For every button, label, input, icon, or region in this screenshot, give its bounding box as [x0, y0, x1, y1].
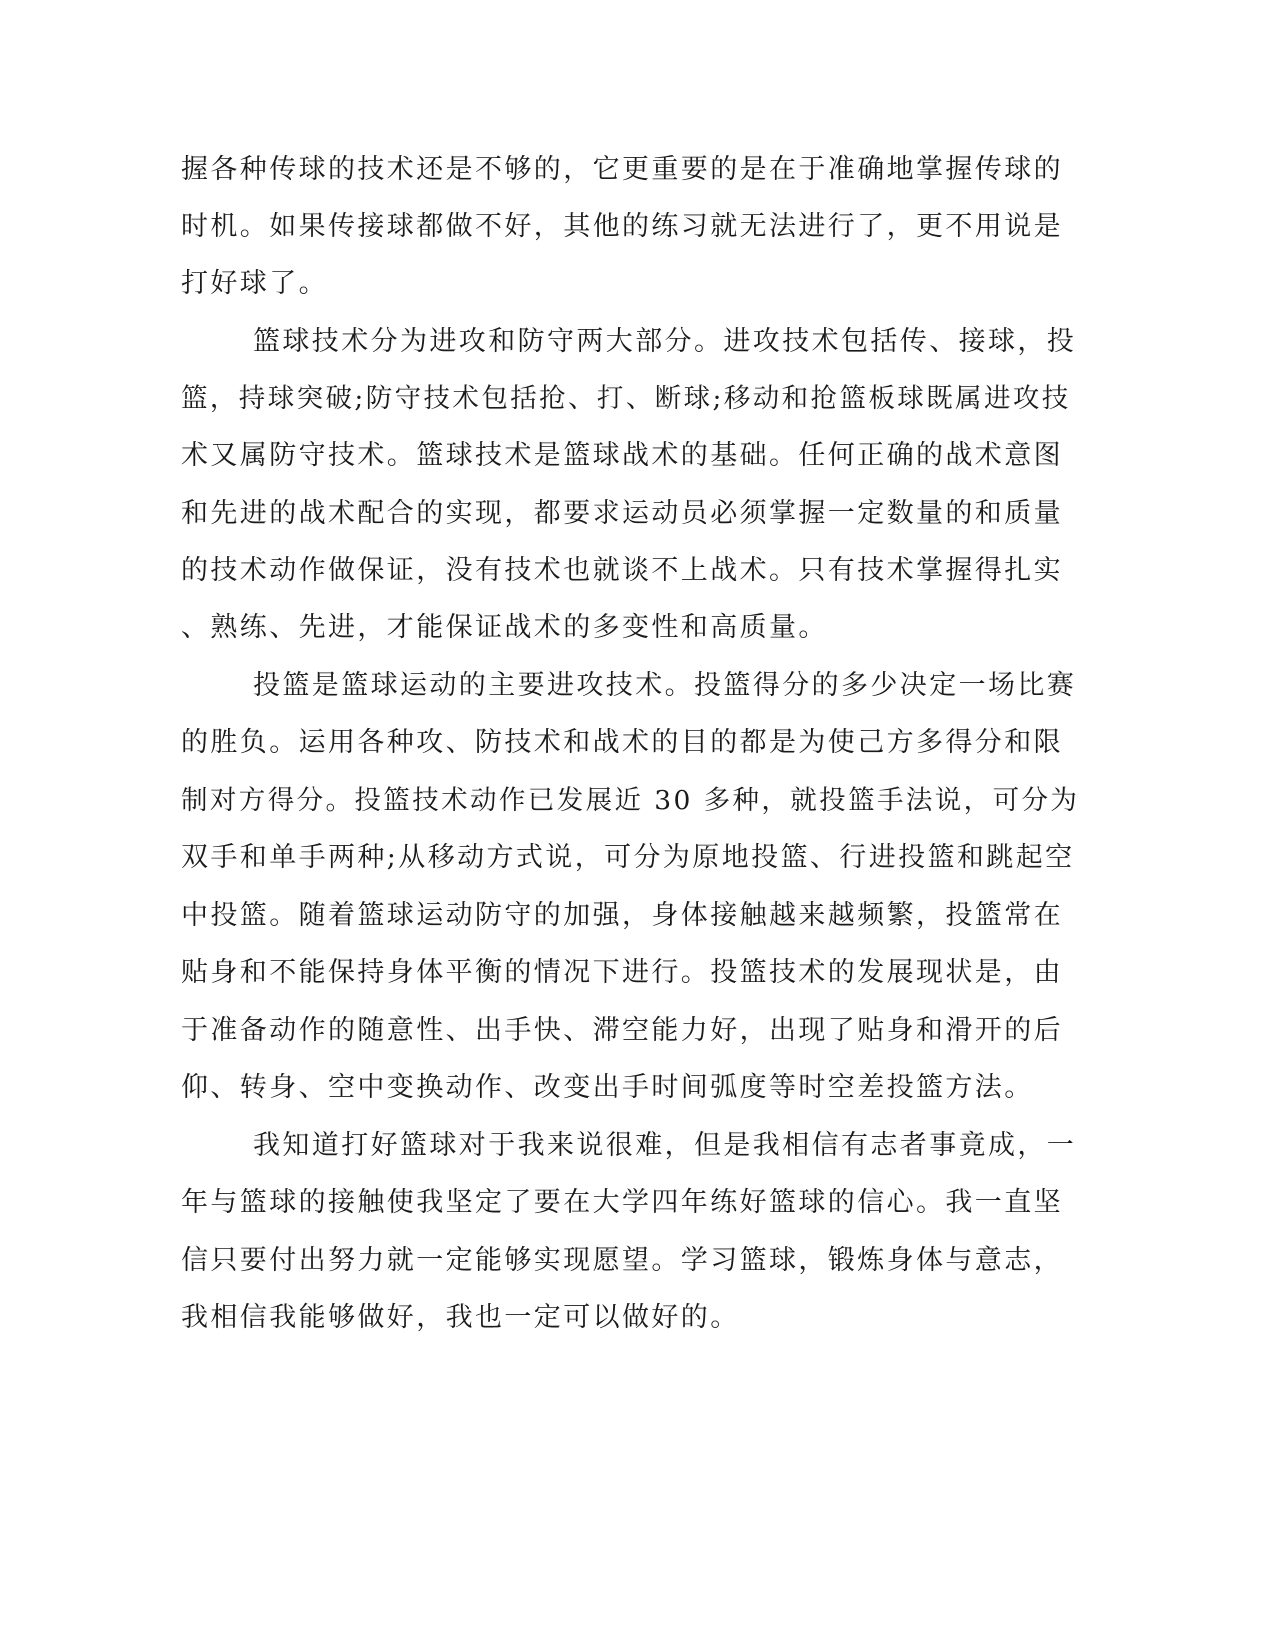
text-line: 、熟练、先进，才能保证战术的多变性和高质量。: [181, 612, 828, 643]
text-line: 我知道打好篮球对于我来说很难，但是我相信有志者事竟成，一: [253, 1130, 1077, 1161]
text-line: 我相信我能够做好，我也一定可以做好的。: [181, 1302, 740, 1333]
text-line: 篮球技术分为进攻和防守两大部分。进攻技术包括传、接球，投: [253, 326, 1077, 357]
text-line: 术又属防守技术。篮球技术是篮球战术的基础。任何正确的战术意图: [181, 440, 1063, 471]
text-line: 打好球了。: [181, 268, 328, 299]
text-line: 的技术动作做保证，没有技术也就谈不上战术。只有技术掌握得扎实: [181, 555, 1063, 586]
text-line: 信只要付出努力就一定能够实现愿望。学习篮球，锻炼身体与意志，: [181, 1245, 1063, 1276]
text-line: 中投篮。随着篮球运动防守的加强，身体接触越来越频繁，投篮常在: [181, 900, 1063, 931]
text-line: 和先进的战术配合的实现，都要求运动员必须掌握一定数量的和质量: [181, 498, 1063, 529]
text-line: 投篮是篮球运动的主要进攻技术。投篮得分的多少决定一场比赛: [253, 670, 1077, 701]
text-line: 双手和单手两种;从移动方式说，可分为原地投篮、行进投篮和跳起空: [181, 842, 1075, 873]
text-line: 于准备动作的随意性、出手快、滞空能力好，出现了贴身和滑开的后: [181, 1015, 1063, 1046]
text-line: 仰、转身、空中变换动作、改变出手时间弧度等时空差投篮方法。: [181, 1072, 1034, 1103]
text-line: 时机。如果传接球都做不好，其他的练习就无法进行了，更不用说是: [181, 211, 1063, 242]
text-line: 握各种传球的技术还是不够的，它更重要的是在于准确地掌握传球的: [181, 154, 1063, 185]
text-line: 篮，持球突破;防守技术包括抢、打、断球;移动和抢篮板球既属进攻技: [181, 383, 1071, 414]
text-line: 贴身和不能保持身体平衡的情况下进行。投篮技术的发展现状是，由: [181, 957, 1063, 988]
text-line: 年与篮球的接触使我坚定了要在大学四年练好篮球的信心。我一直坚: [181, 1187, 1063, 1218]
text-line: 制对方得分。投篮技术动作已发展近 30 多种，就投篮手法说，可分为: [181, 785, 1080, 816]
text-line: 的胜负。运用各种攻、防技术和战术的目的都是为使己方多得分和限: [181, 727, 1063, 758]
